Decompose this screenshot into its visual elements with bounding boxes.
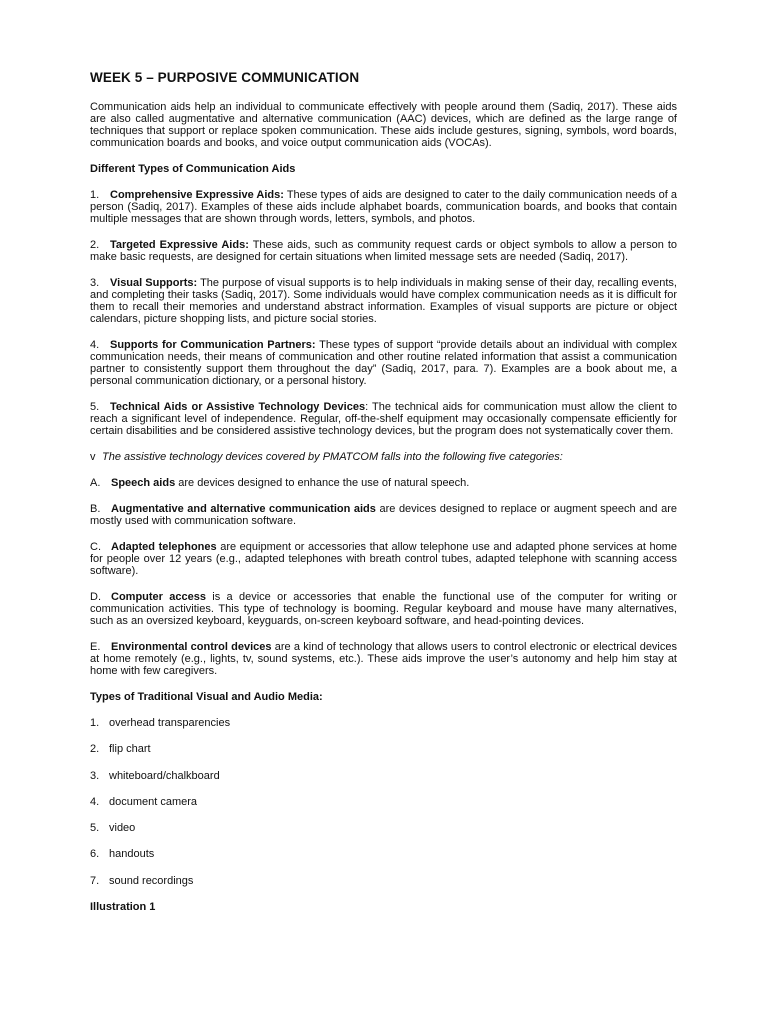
item-letter: C. [90,541,101,553]
list-number: 6. [90,848,100,861]
type-item [90,401,677,437]
item-text: is a device or accessories that enable the functional use of the computer for writing or communication activities. This type of technology is booming. Regular keyboard and mouse have many alternatives, such as an oversized keyboard, keyguards, on-screen keyboard software, and head-pointing devices. [90,591,677,627]
list-label: document camera [109,795,198,808]
note-bullet: v [90,451,96,463]
item-text: These aids, such as community request cards or object symbols to allow a person to make basic requests, are designed for certain situations when limited message sets are needed (Sadiq, 2017). [90,239,677,263]
item-number: 3. [90,277,100,289]
list-label: video [109,822,136,835]
item-text: The purpose of visual supports is to help individuals in making sense of their day, recalling events, and completing their tasks (Sadiq, 2017). Some individuals would have complex communication needs as it is difficult for them to recall their memories and understand abstract information. Examples of visual supports are picture or object calendars, picture shopping lists, and picture social stories. [90,277,677,325]
types-list [90,189,677,437]
intro-paragraph: Communication aids help an individual to communicate effectively with people around them (Sadiq, 2017). These aids are also called augmentative and alternative communication (AAC) devices, which are defined as the large range of techniques that support or replace spoken communication. These aids include gestures, signing, symbols, word boards, communication boards and books, and voice output communication aids (VOCAs). [90,101,677,149]
list-item [90,743,677,755]
item-text: are equipment or accessories that allow telephone use and adapted phone services at home for people over 12 years (e.g., adapted telephones with breath control tubes, adapted telephone with scanning access software). [90,541,677,577]
item-number: 2. [90,239,100,251]
item-term: Augmentative and alternative communication aids [111,503,376,515]
list-item [90,796,677,808]
list-item [90,770,677,782]
item-term: Targeted Expressive Aids: [110,239,249,251]
item-text: are a kind of technology that allows users to control electronic or electrical devices at home remotely (e.g., lights, tv, sound systems, etc.). These aids improve the user’s autonomy and help him stay at home with few caregivers. [90,641,677,677]
category-item [90,541,677,577]
item-term: Adapted telephones [111,541,217,553]
category-item [90,503,677,527]
item-number: 4. [90,339,100,351]
item-letter: B. [90,503,101,515]
item-text: : The technical aids for communication must allow the client to reach a significant level of independence. Regular, off-the-shelf equipment may occasionally compensate efficiently for certain disabilities and be considered assistive technology devices, but the program does not systematically cover them. [90,401,677,437]
section-heading-types: Different Types of Communication Aids [90,163,296,175]
section-heading-media: Types of Traditional Visual and Audio Media: [90,691,323,703]
type-item [90,277,677,325]
list-item [90,848,677,860]
item-number: 5. [90,401,100,413]
list-label: whiteboard/chalkboard [109,769,220,782]
page-title: WEEK 5 – PURPOSIVE COMMUNICATION [90,70,360,85]
illustration-caption: Illustration 1 [90,901,156,914]
item-letter: A. [90,477,101,489]
list-number: 5. [90,822,100,835]
list-item [90,822,677,834]
category-item [90,477,677,489]
item-text: are devices designed to replace or augment speech and are mostly used with communication software. [90,503,678,527]
list-number: 3. [90,769,100,782]
item-term: Technical Aids or Assistive Technology Devices [110,401,366,413]
list-number: 2. [90,743,100,756]
category-item [90,641,677,677]
categories-note [90,451,677,463]
media-list [90,717,677,887]
item-text: are devices designed to enhance the use of natural speech. [175,477,470,489]
category-item [90,591,677,627]
item-term: Supports for Communication Partners: [110,339,316,351]
type-item [90,189,677,225]
item-text: These types of support “provide details about an individual with complex communication needs, their means of communication and other routine related information that assist a communication partner to consistently support them throughout the day” (Sadiq, 2017, para. 7). Examples are a book about me, a personal communication dictionary, or a personal history. [90,339,677,387]
note-text: The assistive technology devices covered by PMATCOM falls into the following five categories: [102,451,563,463]
item-term: Speech aids [111,477,176,489]
list-number: 4. [90,795,100,808]
list-label: handouts [109,848,155,861]
list-label: flip chart [109,743,151,756]
list-number: 1. [90,717,100,729]
list-label: overhead transparencies [109,717,231,729]
list-item [90,875,677,887]
list-number: 7. [90,874,100,887]
categories-list [90,477,677,677]
type-item [90,239,677,263]
item-term: Comprehensive Expressive Aids: [110,189,284,201]
item-number: 1. [90,189,100,201]
item-letter: E. [90,641,101,653]
item-letter: D. [90,591,101,603]
list-label: sound recordings [109,874,194,887]
item-text: These types of aids are designed to cater to the daily communication needs of a person (Sadiq, 2017). Examples of these aids include alphabet boards, communication boards, and books that contain multiple messages that are shown through words, letters, symbols, and photos. [90,189,677,225]
item-term: Visual Supports: [110,277,198,289]
item-term: Environmental control devices [111,641,272,653]
list-item [90,717,677,729]
document-page [90,70,677,913]
type-item [90,339,677,387]
item-term: Computer access [111,591,206,603]
